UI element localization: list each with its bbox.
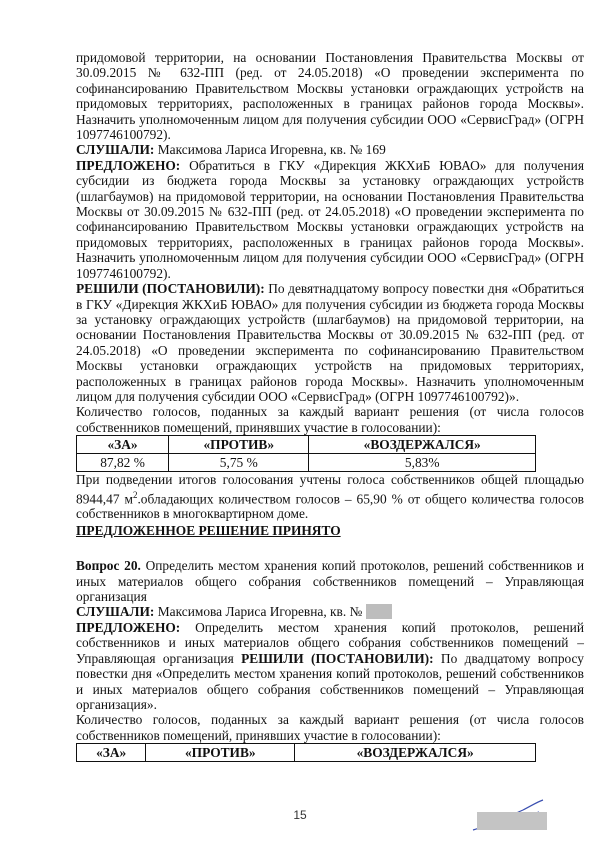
votes-table xyxy=(76,435,536,472)
question-text: Определить местом хранения копий протоколов, решений собственников и иных материалов общего собрания собственников помещений – Управляющая организация xyxy=(76,558,585,605)
proposed-paragraph xyxy=(76,158,584,281)
proposed-text-20: Определить местом хранения копий протоколов, решений собственников и иных материалов общего собрания собственников помещений – Управляющая организация xyxy=(76,619,584,666)
votes-header-against: «ПРОТИВ» xyxy=(169,436,309,454)
decision-result: ПРЕДЛОЖЕННОЕ РЕШЕНИЕ ПРИНЯТО xyxy=(76,522,341,538)
page-number: 15 xyxy=(293,808,307,822)
votes-header-abstain-20: «ВОЗДЕРЖАЛСЯ» xyxy=(295,744,536,762)
decided-paragraph xyxy=(76,281,584,404)
votes-value-against: 5,75 % xyxy=(169,454,309,472)
proposed-label: ПРЕДЛОЖЕНО: xyxy=(76,157,181,173)
listened-text: Максимова Лариса Игоревна, кв. № 169 xyxy=(154,142,386,158)
document-page xyxy=(76,50,584,762)
votes-value-abstain: 5,83% xyxy=(309,454,536,472)
votes-header-row xyxy=(77,436,536,454)
votes-header-against-20: «ПРОТИВ» xyxy=(146,744,295,762)
paragraph-continuation: придомовой территории, на основании Постановления Правительства Москвы от 30.09.2015 № 632-ПП (ред. от 24.05.2018) «О проведении эксперимента по софинансированию Правительством Москвы установки ограждающих устройств на придомовых территориях, расположенных в границах районов города Москвы». Назначить уполномоченным лицом для получения субсидии ООО «СервисГрад» (ОГРН 1097746100792). xyxy=(76,50,584,143)
decided-label: РЕШИЛИ (ПОСТАНОВИЛИ): xyxy=(76,281,265,297)
votes-header-for-20: «ЗА» xyxy=(77,744,146,762)
question-20 xyxy=(76,558,584,604)
proposed-text: Обратиться в ГКУ «Дирекция ЖКХиБ ЮВАО» для получения субсидии из бюджета города Москвы за установку ограждающих устройств (шлагбаумов) на придомовой территории, на основании Постановления Правительства Москвы от 30.09.2015 № 632-ПП (ред. от 24.05.2018) «О проведении эксперимента по софинансированию Правительством Москвы установки ограждающих устройств на придомовых территориях, расположенных в границах районов города Москвы». Назначить уполномоченным лицом для получения субсидии ООО «СервисГрад» (ОГРН 1097746100792). xyxy=(76,157,584,281)
redacted-apartment xyxy=(366,604,392,619)
listened-label: СЛУШАЛИ: xyxy=(76,142,155,158)
votes-header-for: «ЗА» xyxy=(77,436,169,454)
listened-paragraph-20 xyxy=(76,604,584,619)
listened-text-20: Максимова Лариса Игоревна, кв. № xyxy=(154,604,363,620)
decided-label-20: РЕШИЛИ (ПОСТАНОВИЛИ): xyxy=(241,650,434,666)
votes-intro-20: Количество голосов, поданных за каждый вариант решения (от числа голосов собственников помещений, принявших участие в голосовании): xyxy=(76,712,584,743)
votes-header-row-20 xyxy=(77,744,536,762)
votes-intro: Количество голосов, поданных за каждый вариант решения (от числа голосов собственников помещений, принявших участие в голосовании): xyxy=(76,404,584,435)
question-label: Вопрос 20. xyxy=(76,558,141,574)
votes-value-for: 87,82 % xyxy=(77,454,169,472)
votes-value-row xyxy=(77,454,536,472)
votes-table-20 xyxy=(76,743,536,762)
proposed-label-20: ПРЕДЛОЖЕНО: xyxy=(76,619,181,635)
decided-text: По девятнадцатому вопросу повестки дня «Обратиться в ГКУ «Дирекция ЖКХиБ ЮВАО» для получения субсидии из бюджета города Москвы за установку ограждающих устройств (шлагбаумов) на придомовой территории, на основании Постановления Правительства Москвы от 30.09.2015 № 632-ПП (ред. от 24.05.2018) «О проведении эксперимента по софинансированию Правительством Москвы установки ограждающих устройств на придомовых территориях, расположенных в границах районов города Москвы». Назначить уполномоченным лицом для получения субсидии ООО «СервисГрад» (ОГРН 1097746100792)». xyxy=(76,281,584,404)
votes-header-abstain: «ВОЗДЕРЖАЛСЯ» xyxy=(309,436,536,454)
decided-text-20: По двадцатому вопросу повестки дня «Определить местом хранения копий протоколов, решений собственников и иных материалов общего собрания собственников помещений – Управляющая организация». xyxy=(76,650,585,712)
listened-paragraph xyxy=(76,142,584,157)
proposed-paragraph-20 xyxy=(76,620,584,712)
summary-paragraph: При подведении итогов голосования учтены голоса собственников общей площадью 8944,47 $м^2.обладающих$ количеством голосов – 65,90 % от общего количества голосов собственников в многоквартирном доме. xyxy=(76,472,585,522)
redacted-signature xyxy=(477,812,547,830)
listened-label-20: СЛУШАЛИ: xyxy=(76,604,155,620)
